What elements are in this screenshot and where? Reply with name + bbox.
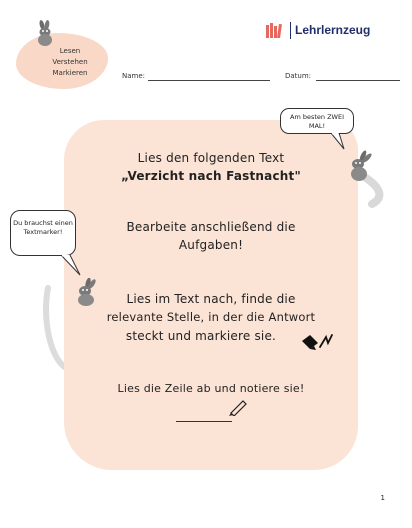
highlighter-icon xyxy=(300,331,334,351)
rabbit-icon xyxy=(34,20,56,46)
speech-bubble-top-right xyxy=(280,108,354,134)
instruction-line-5: Lies im Text nach, finde die xyxy=(126,292,296,306)
bubble-tail-top-right xyxy=(330,133,346,151)
instruction-line-6: relevante Stelle, in der die Antwort xyxy=(106,310,316,324)
badge-line-1: Lesen xyxy=(59,47,81,55)
text-title: „Verzicht nach Fastnacht" xyxy=(121,169,301,183)
instruction-line-8: Lies die Zeile ab und notiere sie! xyxy=(117,382,305,395)
brand-logo xyxy=(266,20,370,40)
badge-line-3: Markieren xyxy=(52,69,88,77)
logo-text: Lehrlernzeug xyxy=(295,23,371,37)
badge-text xyxy=(30,46,110,79)
instruction-line-3: Bearbeite anschließend die xyxy=(126,220,296,234)
name-label: Name: xyxy=(122,72,146,80)
badge-line-2: Verstehen xyxy=(52,58,88,66)
date-field[interactable] xyxy=(316,80,400,81)
logo-divider xyxy=(290,22,291,39)
speech-bubble-top-right-text: Am besten ZWEI MAL! xyxy=(290,113,344,130)
page-number: 1 xyxy=(380,494,385,502)
name-field[interactable] xyxy=(148,80,270,81)
instruction-line-7: steckt und markiere sie. xyxy=(125,329,277,343)
bubble-tail-left xyxy=(60,255,82,277)
speech-bubble-left-text: Du brauchst einen Textmarker! xyxy=(13,219,73,236)
answer-line[interactable] xyxy=(176,421,232,422)
date-label: Datum: xyxy=(285,72,312,80)
books-icon xyxy=(266,22,284,38)
instruction-line-4: Aufgaben! xyxy=(178,238,244,252)
instruction-line-1: Lies den folgenden Text xyxy=(137,151,285,165)
pencil-icon xyxy=(228,398,248,416)
